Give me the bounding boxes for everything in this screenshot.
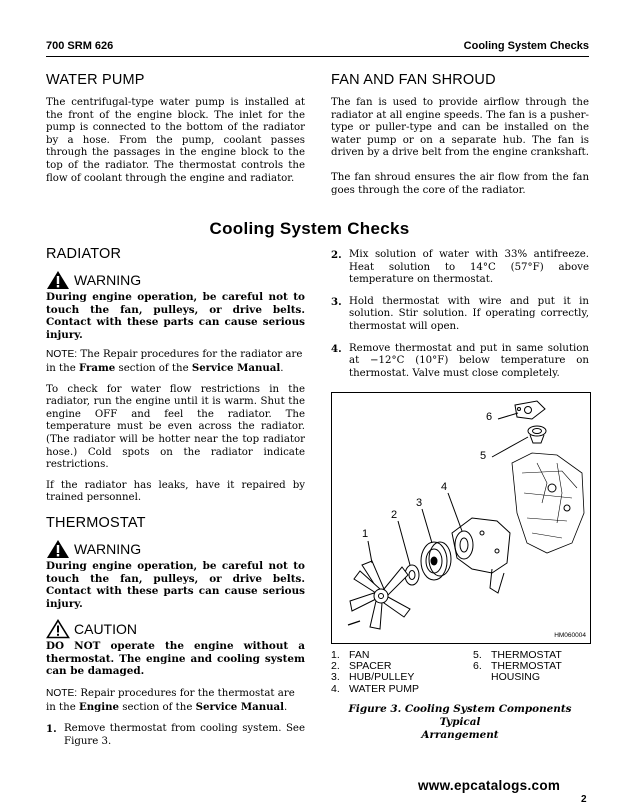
legend-label: FAN: [349, 649, 370, 661]
callout-3: 3: [416, 497, 423, 509]
note-ref-manual: Service Manual: [191, 361, 281, 374]
bolt-drawing: [348, 621, 360, 625]
left-column: [46, 246, 305, 748]
legend-item: [473, 672, 589, 683]
legend-label: HUB/PULLEY: [349, 671, 415, 684]
water-pump-drawing: [452, 518, 510, 593]
figure-image-id: HM060004: [554, 632, 586, 639]
hub-pulley-drawing: [421, 542, 451, 580]
legend-label: WATER PUMP: [349, 682, 419, 695]
caption-line-2: Arrangement: [421, 729, 499, 741]
radiator-warning-text: During engine operation, be careful not to touch the fan, pulleys, or drive belts. Contact with these parts can cause serious injury.: [46, 291, 305, 341]
legend-item: [331, 672, 461, 683]
water-pump-body: The centrifugal-type water pump is installed at the front of the engine block. The inlet for the pump is connected to the bottom of the radiator by a hose. From the pump, coolant passes through the passages in the engine block to the top of the radiator. The thermostat controls the flow of coolant through the engine and radiator.: [46, 97, 305, 184]
radiator-heading: RADIATOR: [46, 246, 122, 262]
figure-caption: [331, 703, 589, 742]
caution-header: [46, 619, 305, 639]
note-text: section of the: [119, 701, 196, 713]
thermostat-warning-header: [46, 539, 305, 559]
legend-number: 1.: [331, 649, 340, 661]
step-number: 3.: [331, 295, 342, 308]
figure-legend-left: [331, 650, 461, 695]
legend-label: THERMOSTAT: [491, 649, 562, 661]
note-text: .: [284, 701, 288, 713]
step-1: [46, 723, 305, 748]
thermostat-note: [46, 688, 305, 714]
caution-triangle-icon: [46, 619, 70, 639]
caution-text: DO NOT operate the engine without a thermostat. The engine and cooling system can be damaged.: [46, 640, 305, 678]
fan-shroud-heading: FAN AND FAN SHROUD: [331, 72, 496, 88]
thermostat-housing-drawing: [515, 401, 545, 419]
callout-6: 6: [486, 411, 493, 423]
water-pump-heading: WATER PUMP: [46, 72, 145, 88]
step-text: Remove thermostat and put in same solution at −12°C (10°F) below temperature on thermostat. Valve must close completely.: [349, 342, 589, 379]
leader-line: [448, 493, 462, 531]
figure-3-illustration: [331, 392, 591, 644]
note-ref-manual: Service Manual: [195, 700, 284, 713]
step-2: [331, 249, 589, 287]
warning-triangle-icon: [46, 270, 70, 290]
fan-shroud-para1: The fan is used to provide airflow through the radiator at all engine speeds. The fan is a pusher-type or puller-type and can be installed on the water pump or on a separate hub. The fan is driven by a drive belt from the engine crankshaft.: [331, 97, 590, 159]
note-ref-engine: Engine: [78, 700, 120, 713]
watermark-url[interactable]: www.epcatalogs.com: [418, 778, 561, 793]
leader-line: [368, 541, 372, 563]
radiator-para1: To check for water flow restrictions in the radiator, run the engine until it is warm. Shut the engine OFF and feel the radiator. The temperature must be even across the radiator. (The radiator will be hotter near the top radiator hose.) Cold spots on the radiator indicate restrictions.: [46, 383, 305, 471]
legend-number: [473, 672, 491, 683]
thermostat-heading: THERMOSTAT: [46, 514, 146, 531]
radiator-warning-label: WARNING: [74, 272, 142, 288]
callout-1: 1: [362, 528, 369, 540]
doc-id: 700 SRM 626: [46, 40, 114, 52]
leader-line: [422, 509, 432, 543]
legend-number: 5.: [473, 649, 482, 661]
note-text: The Repair procedures for the radiator are in the: [46, 349, 303, 374]
legend-number: 3.: [331, 671, 340, 684]
figure-legend-right: [473, 650, 589, 684]
thermostat-warning-text: During engine operation, be careful not to touch the fan, pulleys, or drive belts. Contact with these parts can cause serious injury.: [46, 559, 305, 610]
legend-number: 6.: [473, 660, 482, 673]
step-text: Mix solution of water with 33% antifreeze. Heat solution to 14°C (57°F) above temperature on thermostat.: [349, 249, 589, 286]
radiator-note: [46, 349, 305, 375]
running-header-title: Cooling System Checks: [463, 40, 589, 52]
cooling-system-drawing: [332, 393, 590, 643]
engine-block-drawing: [512, 453, 584, 553]
step-text: Remove thermostat from cooling system. See Figure 3.: [64, 723, 305, 747]
fan-shroud-para2: The fan shroud ensures the air flow from the fan goes through the core of the radiator.: [331, 172, 589, 196]
step-number: 1.: [46, 723, 57, 736]
leader-line: [492, 437, 528, 457]
step-4: [331, 343, 589, 381]
legend-label: THERMOSTAT: [491, 660, 562, 673]
step-3: [331, 296, 589, 334]
note-prefix: NOTE:: [46, 688, 78, 700]
leader-line: [498, 413, 518, 419]
caution-label: CAUTION: [74, 621, 137, 638]
fan-drawing: [350, 561, 410, 629]
note-text: Repair procedures for the thermostat are in the: [46, 688, 295, 713]
caption-line-1: Figure 3. Cooling System Components Typical: [348, 703, 572, 728]
warning-triangle-icon: [46, 539, 70, 559]
main-section-title: Cooling System Checks: [209, 219, 410, 238]
callout-2: 2: [391, 509, 398, 521]
legend-label: SPACER: [349, 660, 392, 673]
legend-item: [331, 684, 461, 695]
legend-number: 4.: [331, 682, 340, 695]
note-prefix: NOTE:: [46, 349, 78, 361]
thermostat-drawing: [528, 426, 546, 443]
leader-line: [398, 521, 410, 565]
note-text: .: [280, 362, 284, 374]
radiator-warning-header: [46, 270, 305, 290]
note-ref-frame: Frame: [78, 361, 116, 374]
callout-5: 5: [480, 450, 487, 462]
thermostat-warning-label: WARNING: [74, 540, 142, 557]
callout-4: 4: [441, 481, 448, 493]
step-text: Hold thermostat with wire and put it in solution. Stir solution. If operating correctly, thermostat will open.: [349, 295, 589, 332]
page-number: 2: [581, 794, 587, 805]
step-number: 2.: [331, 249, 342, 261]
radiator-para2: If the radiator has leaks, have it repaired by trained personnel.: [46, 479, 305, 504]
step-number: 4.: [331, 342, 342, 355]
note-text: section of the: [115, 362, 192, 374]
header-rule: [46, 56, 589, 57]
legend-number: 2.: [331, 660, 340, 673]
legend-label: HOUSING: [491, 671, 541, 684]
right-column-steps: [331, 249, 589, 380]
